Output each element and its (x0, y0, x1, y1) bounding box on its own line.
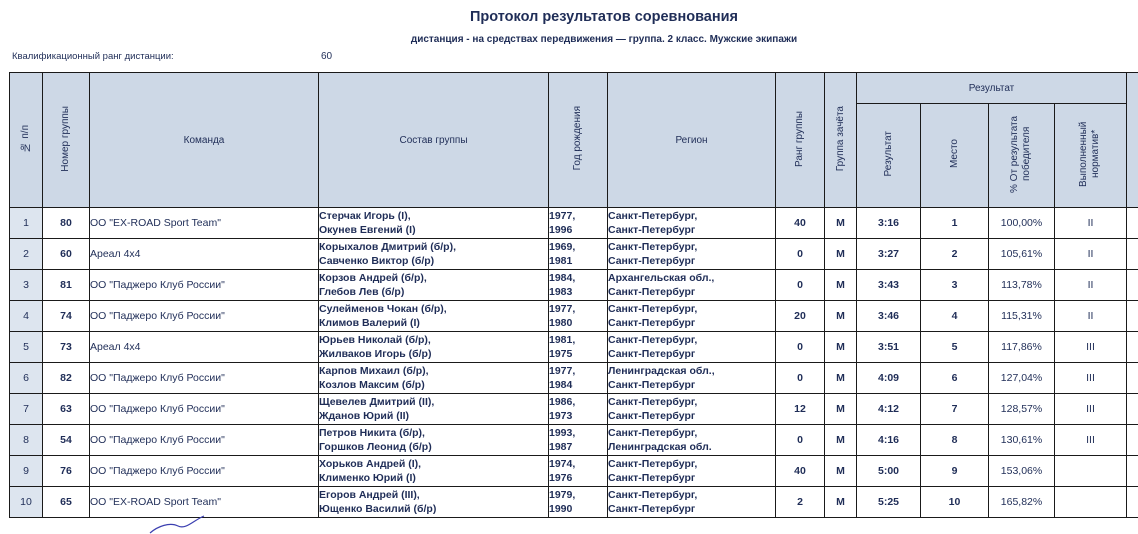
cell-region-line: Ленинградская обл., (608, 365, 715, 377)
cell-birth-year-line: 1977, (549, 210, 576, 222)
cell-num: 4 (10, 301, 43, 332)
cell-extra (1127, 487, 1138, 518)
cell-region-line: Санкт-Петербург, (608, 396, 698, 408)
cell-birth-year (549, 208, 608, 239)
cell-result: 4:12 (857, 394, 921, 425)
cell-zachet-group: М (825, 456, 857, 487)
cell-pct: 100,00% (989, 208, 1055, 239)
cell-members-line: Козлов Максим (б/р) (319, 379, 425, 391)
cell-team: ОО "Паджеро Клуб России" (90, 456, 319, 487)
cell-region (608, 394, 776, 425)
cell-members (319, 456, 549, 487)
cell-region-line: Санкт-Петербург (608, 472, 696, 484)
cell-pct: 113,78% (989, 270, 1055, 301)
cell-place: 8 (921, 425, 989, 456)
cell-members-line: Ющенко Василий (б/р) (319, 503, 437, 515)
cell-group-rank: 0 (776, 425, 825, 456)
cell-birth-year-line: 1981, (549, 334, 576, 346)
header-result: Результат (857, 104, 921, 208)
cell-zachet-group: М (825, 239, 857, 270)
cell-place: 9 (921, 456, 989, 487)
cell-team: Ареал 4х4 (90, 239, 319, 270)
cell-region-line: Ленинградская обл. (608, 441, 712, 453)
cell-region-line: Санкт-Петербург, (608, 303, 698, 315)
cell-norm (1055, 487, 1127, 518)
header-norm: Выполненный норматив* (1055, 104, 1127, 208)
cell-norm: III (1055, 332, 1127, 363)
cell-team: ОО "EX-ROAD Sport Team" (90, 208, 319, 239)
header-group-rank: Ранг группы (776, 73, 825, 208)
cell-members-line: Савченко Виктор (б/р) (319, 255, 435, 267)
header-pct: % От результата победителя (989, 104, 1055, 208)
cell-birth-year-line: 1977, (549, 303, 576, 315)
cell-team: ОО "Паджеро Клуб России" (90, 363, 319, 394)
cell-region (608, 301, 776, 332)
cell-result: 4:09 (857, 363, 921, 394)
document-subtitle: дистанция - на средствах передвижения — группа. 2 класс. Мужские экипажи (410, 34, 798, 45)
cell-num: 6 (10, 363, 43, 394)
cell-norm: II (1055, 208, 1127, 239)
cell-extra (1127, 456, 1138, 487)
cell-birth-year-line: 1975 (549, 348, 573, 360)
cell-group-number: 63 (43, 394, 90, 425)
cell-birth-year (549, 425, 608, 456)
header-row-top (10, 73, 1138, 104)
cell-region-line: Санкт-Петербург, (608, 241, 698, 253)
table-row (10, 239, 1138, 270)
cell-extra (1127, 425, 1138, 456)
header-team: Команда (90, 73, 319, 208)
cell-members-line: Карпов Михаил (б/р), (319, 365, 429, 377)
cell-members-line: Клименко Юрий (I) (319, 472, 416, 484)
results-table (9, 72, 1138, 518)
cell-group-number: 82 (43, 363, 90, 394)
cell-num: 9 (10, 456, 43, 487)
cell-members-line: Юрьев Николай (б/р), (319, 334, 431, 346)
cell-members-line: Горшков Леонид (б/р) (319, 441, 432, 453)
cell-region (608, 208, 776, 239)
cell-members-line: Жилваков Игорь (б/р) (319, 348, 432, 360)
cell-birth-year-line: 1996 (549, 224, 573, 236)
cell-extra (1127, 239, 1138, 270)
cell-birth-year (549, 332, 608, 363)
cell-group-number: 74 (43, 301, 90, 332)
header-result-group: Результат (857, 73, 1127, 104)
cell-norm: II (1055, 270, 1127, 301)
cell-birth-year (549, 270, 608, 301)
cell-members-line: Корыхалов Дмитрий (б/р), (319, 241, 457, 253)
cell-zachet-group: М (825, 301, 857, 332)
qualification-label: Квалификационный ранг дистанции: (12, 51, 174, 62)
cell-extra (1127, 394, 1138, 425)
cell-num: 2 (10, 239, 43, 270)
cell-place: 1 (921, 208, 989, 239)
header-birth-year: Год рождения (549, 73, 608, 208)
cell-members-line: Климов Валерий (I) (319, 317, 420, 329)
cell-birth-year (549, 456, 608, 487)
cell-place: 6 (921, 363, 989, 394)
cell-num: 10 (10, 487, 43, 518)
cell-region-line: Санкт-Петербург, (608, 489, 698, 501)
cell-region-line: Санкт-Петербург, (608, 427, 698, 439)
cell-birth-year-line: 1986, (549, 396, 576, 408)
cell-members-line: Окунев Евгений (I) (319, 224, 416, 236)
cell-num: 8 (10, 425, 43, 456)
cell-norm: II (1055, 301, 1127, 332)
cell-pct: 165,82% (989, 487, 1055, 518)
cell-zachet-group: М (825, 270, 857, 301)
cell-group-rank: 0 (776, 332, 825, 363)
cell-place: 2 (921, 239, 989, 270)
table-row (10, 425, 1138, 456)
table-row (10, 301, 1138, 332)
header-zachet-group: Группа зачёта (825, 73, 857, 208)
cell-birth-year (549, 301, 608, 332)
cell-team: ОО "EX-ROAD Sport Team" (90, 487, 319, 518)
cell-members-line: Глебов Лев (б/р) (319, 286, 405, 298)
cell-group-rank: 0 (776, 363, 825, 394)
cell-extra (1127, 208, 1138, 239)
cell-region-line: Санкт-Петербург, (608, 334, 698, 346)
cell-extra (1127, 301, 1138, 332)
cell-region-line: Санкт-Петербург (608, 224, 696, 236)
cell-birth-year (549, 487, 608, 518)
table-row (10, 270, 1138, 301)
cell-extra (1127, 332, 1138, 363)
cell-birth-year-line: 1980 (549, 317, 573, 329)
cell-zachet-group: М (825, 208, 857, 239)
cell-region (608, 456, 776, 487)
cell-group-number: 73 (43, 332, 90, 363)
cell-members (319, 394, 549, 425)
cell-norm: III (1055, 394, 1127, 425)
cell-group-number: 60 (43, 239, 90, 270)
cell-birth-year-line: 1984 (549, 379, 573, 391)
cell-members (319, 425, 549, 456)
cell-result: 3:43 (857, 270, 921, 301)
table-row (10, 363, 1138, 394)
cell-team: ОО "Паджеро Клуб России" (90, 301, 319, 332)
cell-pct: 153,06% (989, 456, 1055, 487)
cell-result: 3:16 (857, 208, 921, 239)
cell-region-line: Санкт-Петербург (608, 286, 696, 298)
table-row (10, 208, 1138, 239)
cell-num: 3 (10, 270, 43, 301)
cell-members (319, 239, 549, 270)
cell-members (319, 487, 549, 518)
cell-zachet-group: М (825, 394, 857, 425)
cell-birth-year-line: 1973 (549, 410, 573, 422)
cell-members-line: Щевелев Дмитрий (II), (319, 396, 435, 408)
document-title: Протокол результатов соревнования (469, 9, 738, 25)
header-region: Регион (608, 73, 776, 208)
cell-result: 5:00 (857, 456, 921, 487)
cell-result: 3:46 (857, 301, 921, 332)
cell-place: 3 (921, 270, 989, 301)
cell-members (319, 301, 549, 332)
cell-zachet-group: М (825, 332, 857, 363)
cell-pct: 117,86% (989, 332, 1055, 363)
cell-num: 7 (10, 394, 43, 425)
cell-team: Ареал 4х4 (90, 332, 319, 363)
cell-birth-year-line: 1981 (549, 255, 573, 267)
header-place: Место (921, 104, 989, 208)
cell-pct: 115,31% (989, 301, 1055, 332)
cell-region (608, 487, 776, 518)
cell-birth-year-line: 1969, (549, 241, 576, 253)
cell-region-line: Санкт-Петербург, (608, 210, 698, 222)
cell-birth-year-line: 1984, (549, 272, 576, 284)
cell-extra (1127, 363, 1138, 394)
cell-pct: 128,57% (989, 394, 1055, 425)
cell-group-number: 76 (43, 456, 90, 487)
table-row (10, 394, 1138, 425)
cell-members-line: Егоров Андрей (III), (319, 489, 420, 501)
cell-birth-year-line: 1976 (549, 472, 573, 484)
cell-region-line: Санкт-Петербург (608, 503, 696, 515)
cell-norm: III (1055, 425, 1127, 456)
cell-group-rank: 12 (776, 394, 825, 425)
cell-group-rank: 20 (776, 301, 825, 332)
cell-team: ОО "Паджеро Клуб России" (90, 394, 319, 425)
cell-birth-year-line: 1993, (549, 427, 576, 439)
cell-region (608, 239, 776, 270)
cell-region-line: Санкт-Петербург (608, 410, 696, 422)
cell-zachet-group: М (825, 363, 857, 394)
signature-mark (148, 514, 208, 534)
cell-group-rank: 40 (776, 208, 825, 239)
cell-region-line: Архангельская обл., (608, 272, 715, 284)
cell-birth-year-line: 1977, (549, 365, 576, 377)
cell-members-line: Петров Никита (б/р), (319, 427, 425, 439)
cell-birth-year-line: 1983 (549, 286, 573, 298)
header-members: Состав группы (319, 73, 549, 208)
cell-birth-year (549, 363, 608, 394)
cell-result: 4:16 (857, 425, 921, 456)
cell-zachet-group: М (825, 425, 857, 456)
qualification-value: 60 (321, 51, 333, 62)
cell-region (608, 363, 776, 394)
cell-place: 10 (921, 487, 989, 518)
cell-place: 4 (921, 301, 989, 332)
cell-members-line: Хорьков Андрей (I), (319, 458, 422, 470)
cell-members (319, 270, 549, 301)
cell-group-number: 80 (43, 208, 90, 239)
cell-region (608, 425, 776, 456)
cell-group-rank: 40 (776, 456, 825, 487)
cell-place: 7 (921, 394, 989, 425)
cell-members-line: Жданов Юрий (II) (319, 410, 410, 422)
cell-place: 5 (921, 332, 989, 363)
header-extra (1127, 73, 1138, 208)
cell-birth-year-line: 1987 (549, 441, 573, 453)
cell-group-number: 81 (43, 270, 90, 301)
cell-group-rank: 2 (776, 487, 825, 518)
cell-birth-year-line: 1979, (549, 489, 576, 501)
cell-region-line: Санкт-Петербург (608, 379, 696, 391)
cell-birth-year-line: 1974, (549, 458, 576, 470)
cell-region (608, 332, 776, 363)
cell-birth-year-line: 1990 (549, 503, 573, 515)
cell-group-number: 54 (43, 425, 90, 456)
cell-members (319, 363, 549, 394)
cell-num: 5 (10, 332, 43, 363)
header-num: № п/п (10, 73, 43, 208)
cell-pct: 127,04% (989, 363, 1055, 394)
table-row (10, 487, 1138, 518)
cell-result: 5:25 (857, 487, 921, 518)
cell-group-rank: 0 (776, 270, 825, 301)
cell-region-line: Санкт-Петербург (608, 255, 696, 267)
cell-pct: 130,61% (989, 425, 1055, 456)
cell-members-line: Корзов Андрей (б/р), (319, 272, 427, 284)
table-row (10, 332, 1138, 363)
cell-norm: III (1055, 363, 1127, 394)
cell-group-number: 65 (43, 487, 90, 518)
cell-team: ОО "Паджеро Клуб России" (90, 425, 319, 456)
cell-norm (1055, 456, 1127, 487)
results-body (10, 208, 1138, 518)
cell-members (319, 208, 549, 239)
header-group-number: Номер группы (43, 73, 90, 208)
cell-members-line: Стерчак Игорь (I), (319, 210, 411, 222)
cell-num: 1 (10, 208, 43, 239)
table-row (10, 456, 1138, 487)
cell-members-line: Сулейменов Чокан (б/р), (319, 303, 447, 315)
cell-region-line: Санкт-Петербург (608, 317, 696, 329)
cell-team: ОО "Паджеро Клуб России" (90, 270, 319, 301)
cell-group-rank: 0 (776, 239, 825, 270)
cell-birth-year (549, 239, 608, 270)
cell-result: 3:51 (857, 332, 921, 363)
cell-birth-year (549, 394, 608, 425)
cell-extra (1127, 270, 1138, 301)
cell-norm: II (1055, 239, 1127, 270)
cell-region (608, 270, 776, 301)
cell-zachet-group: М (825, 487, 857, 518)
cell-pct: 105,61% (989, 239, 1055, 270)
cell-region-line: Санкт-Петербург (608, 348, 696, 360)
cell-result: 3:27 (857, 239, 921, 270)
cell-region-line: Санкт-Петербург, (608, 458, 698, 470)
cell-members (319, 332, 549, 363)
